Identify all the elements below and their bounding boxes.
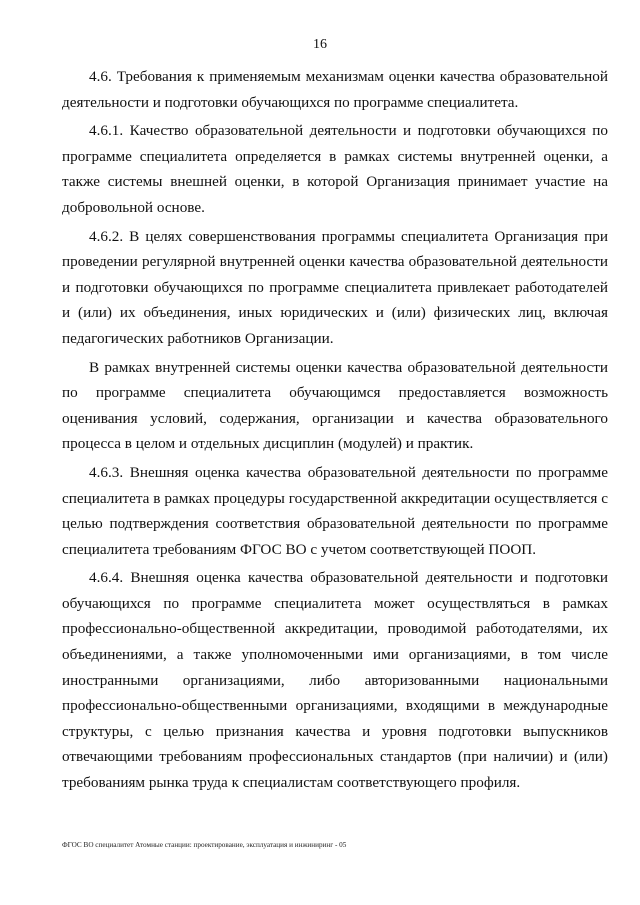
page-number: 16 xyxy=(313,37,327,52)
paragraph-4-6-1: 4.6.1. Качество образовательной деятельности и подготовки обучающихся по программе специалитета определяется в рамках системы внутренней оценки, а также системы внешней оценки, в которой Организация принимает участие на добровольной основе. xyxy=(62,122,608,216)
paragraph-4-6-3: 4.6.3. Внешняя оценка качества образовательной деятельности по программе специалитета в рамках процедуры государственной аккредитации осуществляется с целью подтверждения соответствия образовательной деятельности по программе специалитета требованиям ФГОС ВО с учетом соответствующей ПООП. xyxy=(62,463,608,558)
paragraph-4-6-4: 4.6.4. Внешняя оценка качества образовательной деятельности и подготовки обучающихся по программе специалитета может осуществляться в рамках профессионально-общественной аккредитации, проводимой работодателями, их объединениями, а также уполномоченными ими организациями, в том числе иностранными организациями, либо авторизованными национальными профессионально-общественными организациями, входящими в международные структуры, с целью признания качества и уровня подготовки выпускников отвечающими требованиям профессиональных стандартов (при наличии) и (или) требованиям рынка труда к специалистам соответствующего профиля. xyxy=(62,569,608,792)
document-body xyxy=(62,64,608,799)
paragraph-internal-assessment: В рамках внутренней системы оценки качества образовательной деятельности по программе специалитета обучающимся предоставляется возможность оценивания условий, содержания, организации и качества образовательного процесса в целом и отдельных дисциплин (модулей) и практик. xyxy=(62,358,608,453)
section-4-6-heading: 4.6. Требования к применяемым механизмам оценки качества образовательной деятельности и подготовки обучающихся по программе специалитета. xyxy=(62,68,608,111)
page-footer: ФГОС ВО специалитет Атомные станции: проектирование, эксплуатация и инжиниринг - 05 xyxy=(62,841,347,849)
paragraph-4-6-2: 4.6.2. В целях совершенствования программы специалитета Организация при проведении регулярной внутренней оценки качества образовательной деятельности и подготовки обучающихся по программе специалитета привлекает работодателей и (или) их объединения, иных юридических и (или) физических лиц, включая педагогических работников Организации. xyxy=(62,227,608,347)
